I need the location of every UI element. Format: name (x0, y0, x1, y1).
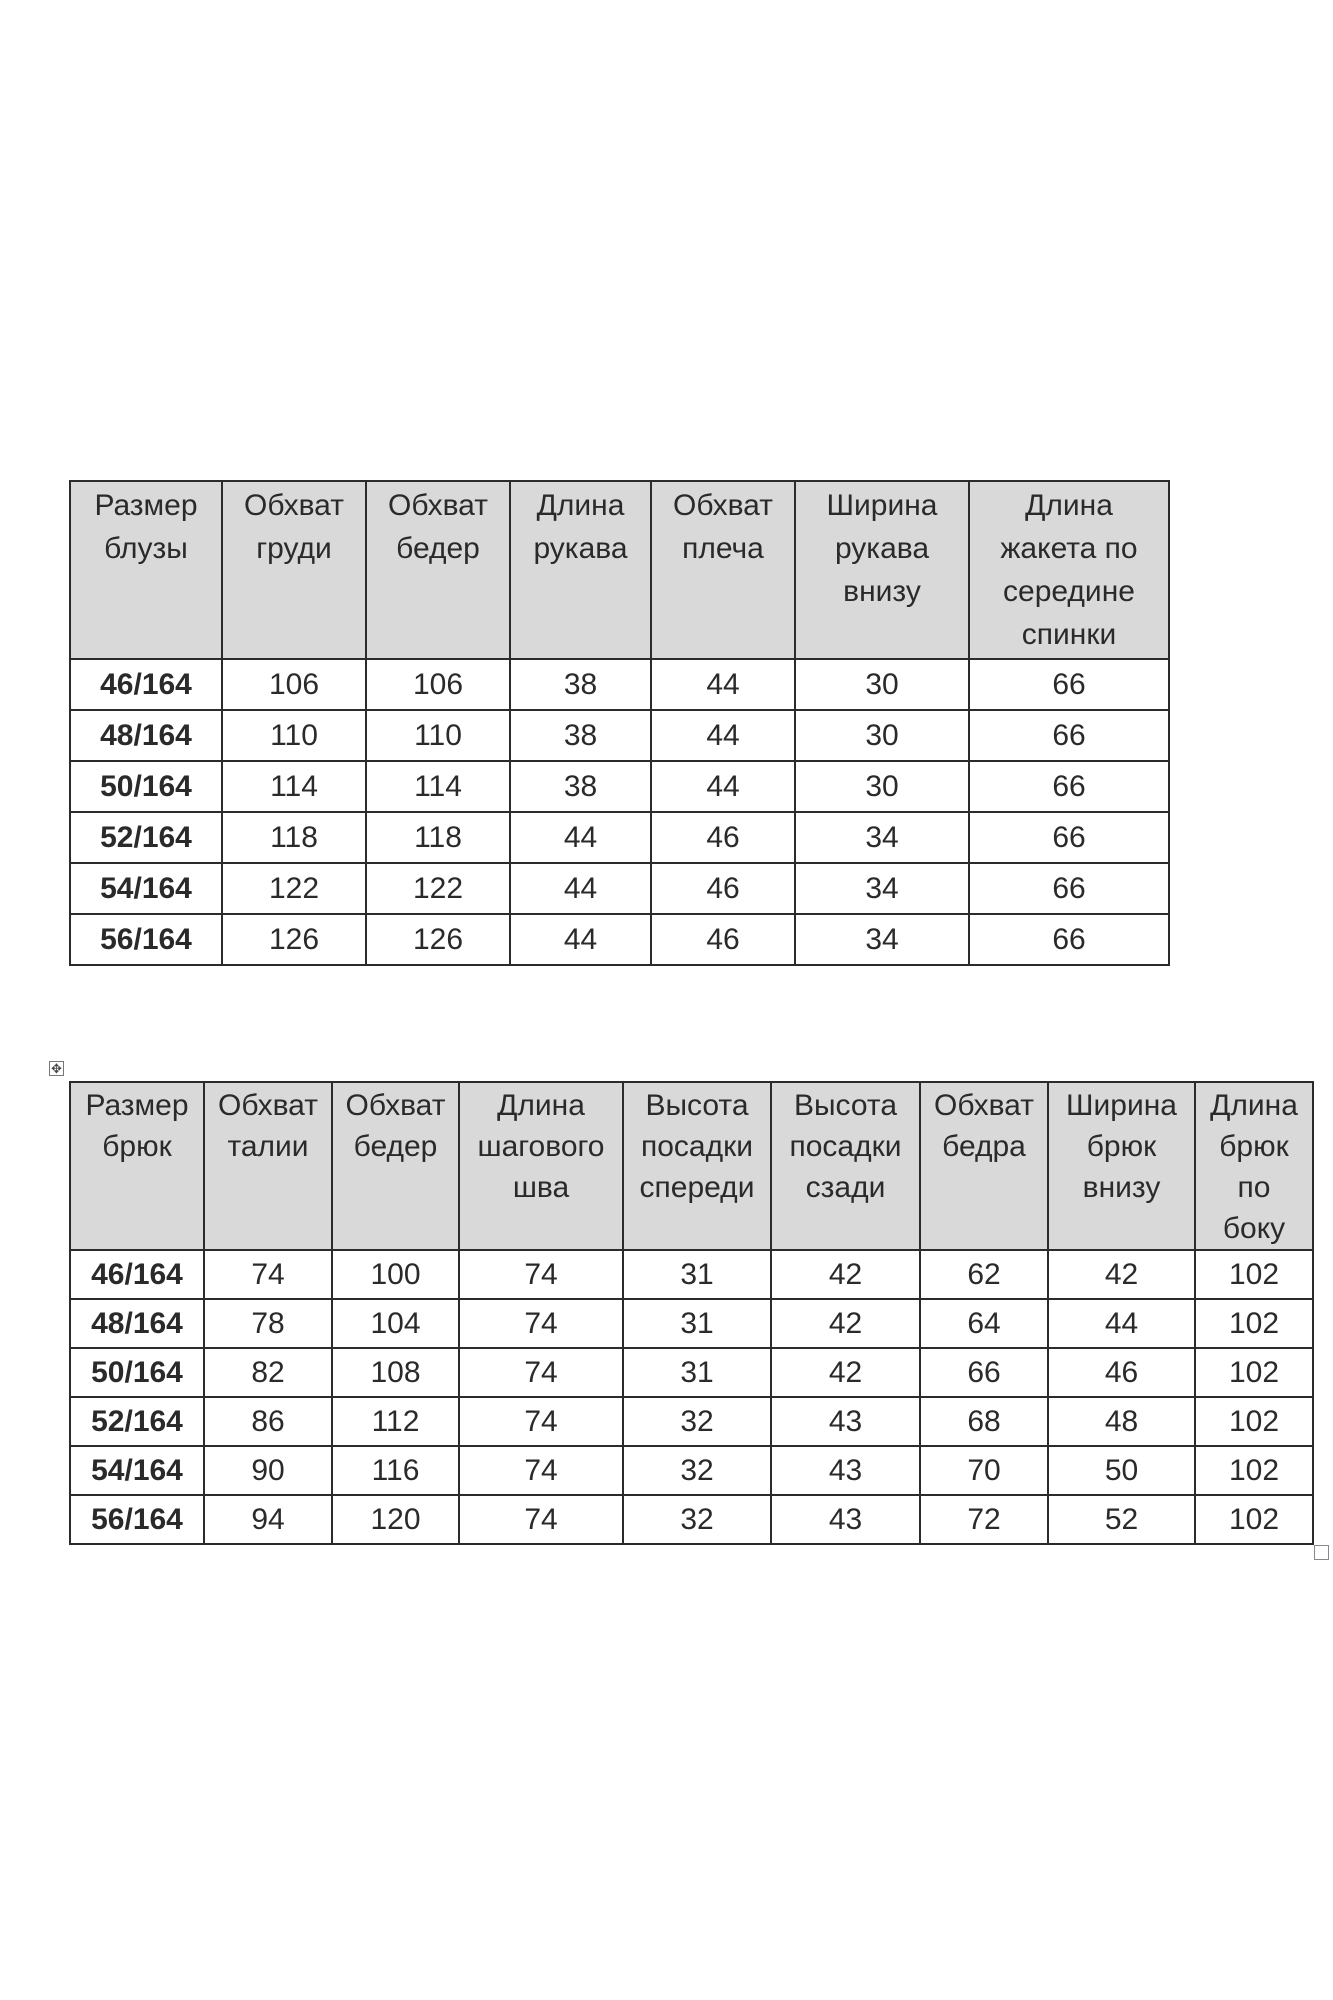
value-cell: 108 (332, 1348, 459, 1397)
value-cell: 44 (510, 914, 651, 965)
header-cell: Высота посадки сзади (771, 1082, 920, 1250)
pants-table-header (70, 1082, 1313, 1250)
value-cell: 102 (1195, 1495, 1313, 1544)
move-arrows-icon[interactable]: ✥ (49, 1061, 64, 1076)
value-cell: 74 (459, 1299, 623, 1348)
size-cell: 54/164 (70, 863, 222, 914)
value-cell: 38 (510, 761, 651, 812)
resize-handle-icon[interactable] (1314, 1545, 1329, 1560)
value-cell: 66 (969, 812, 1169, 863)
table-row (70, 1446, 1313, 1495)
table-row (70, 812, 1169, 863)
size-cell: 56/164 (70, 914, 222, 965)
blouse-size-table (69, 480, 1170, 966)
value-cell: 114 (366, 761, 510, 812)
value-cell: 50 (1048, 1446, 1195, 1495)
pants-table-body (70, 1250, 1313, 1544)
value-cell: 106 (222, 659, 366, 710)
size-cell: 50/164 (70, 1348, 204, 1397)
value-cell: 46 (651, 914, 795, 965)
value-cell: 44 (651, 761, 795, 812)
header-cell: Длина жакета по середине спинки (969, 481, 1169, 659)
value-cell: 74 (459, 1446, 623, 1495)
value-cell: 64 (920, 1299, 1048, 1348)
header-cell: Длина рукава (510, 481, 651, 659)
pants-size-table (69, 1081, 1314, 1545)
value-cell: 122 (222, 863, 366, 914)
value-cell: 30 (795, 659, 969, 710)
value-cell: 106 (366, 659, 510, 710)
value-cell: 70 (920, 1446, 1048, 1495)
value-cell: 43 (771, 1397, 920, 1446)
value-cell: 34 (795, 812, 969, 863)
value-cell: 62 (920, 1250, 1048, 1299)
value-cell: 43 (771, 1495, 920, 1544)
value-cell: 34 (795, 863, 969, 914)
value-cell: 110 (366, 710, 510, 761)
value-cell: 126 (222, 914, 366, 965)
value-cell: 31 (623, 1299, 771, 1348)
blouse-table-header (70, 481, 1169, 659)
blouse-table-body (70, 659, 1169, 965)
table-row (70, 1299, 1313, 1348)
header-cell: Длина шагового шва (459, 1082, 623, 1250)
value-cell: 86 (204, 1397, 332, 1446)
value-cell: 66 (969, 710, 1169, 761)
value-cell: 102 (1195, 1299, 1313, 1348)
value-cell: 112 (332, 1397, 459, 1446)
value-cell: 114 (222, 761, 366, 812)
header-cell: Ширина рукава внизу (795, 481, 969, 659)
value-cell: 110 (222, 710, 366, 761)
table-row (70, 863, 1169, 914)
value-cell: 42 (1048, 1250, 1195, 1299)
value-cell: 38 (510, 710, 651, 761)
value-cell: 74 (459, 1397, 623, 1446)
value-cell: 66 (969, 863, 1169, 914)
value-cell: 82 (204, 1348, 332, 1397)
value-cell: 118 (366, 812, 510, 863)
value-cell: 102 (1195, 1250, 1313, 1299)
header-cell: Обхват груди (222, 481, 366, 659)
header-cell: Обхват плеча (651, 481, 795, 659)
value-cell: 118 (222, 812, 366, 863)
value-cell: 102 (1195, 1446, 1313, 1495)
header-cell: Размер брюк (70, 1082, 204, 1250)
value-cell: 42 (771, 1299, 920, 1348)
value-cell: 32 (623, 1495, 771, 1544)
header-cell: Высота посадки спереди (623, 1082, 771, 1250)
value-cell: 42 (771, 1348, 920, 1397)
header-cell: Ширина брюк внизу (1048, 1082, 1195, 1250)
size-cell: 46/164 (70, 1250, 204, 1299)
value-cell: 66 (969, 761, 1169, 812)
size-cell: 52/164 (70, 812, 222, 863)
table-row (70, 1348, 1313, 1397)
size-cell: 50/164 (70, 761, 222, 812)
value-cell: 74 (204, 1250, 332, 1299)
size-cell: 56/164 (70, 1495, 204, 1544)
value-cell: 34 (795, 914, 969, 965)
value-cell: 44 (510, 812, 651, 863)
value-cell: 32 (623, 1397, 771, 1446)
size-cell: 48/164 (70, 710, 222, 761)
value-cell: 100 (332, 1250, 459, 1299)
value-cell: 46 (651, 863, 795, 914)
size-cell: 48/164 (70, 1299, 204, 1348)
value-cell: 44 (651, 710, 795, 761)
header-row (70, 1082, 1313, 1250)
table-row (70, 710, 1169, 761)
value-cell: 30 (795, 710, 969, 761)
value-cell: 74 (459, 1250, 623, 1299)
value-cell: 120 (332, 1495, 459, 1544)
value-cell: 48 (1048, 1397, 1195, 1446)
value-cell: 46 (651, 812, 795, 863)
value-cell: 38 (510, 659, 651, 710)
header-cell: Длина брюк по боку (1195, 1082, 1313, 1250)
value-cell: 43 (771, 1446, 920, 1495)
table-row (70, 914, 1169, 965)
table-row (70, 1397, 1313, 1446)
value-cell: 44 (1048, 1299, 1195, 1348)
size-cell: 54/164 (70, 1446, 204, 1495)
header-cell: Обхват талии (204, 1082, 332, 1250)
value-cell: 32 (623, 1446, 771, 1495)
value-cell: 126 (366, 914, 510, 965)
value-cell: 74 (459, 1495, 623, 1544)
header-cell: Обхват бедра (920, 1082, 1048, 1250)
value-cell: 94 (204, 1495, 332, 1544)
value-cell: 31 (623, 1348, 771, 1397)
value-cell: 104 (332, 1299, 459, 1348)
value-cell: 46 (1048, 1348, 1195, 1397)
table-row (70, 761, 1169, 812)
value-cell: 74 (459, 1348, 623, 1397)
table-row (70, 1495, 1313, 1544)
value-cell: 78 (204, 1299, 332, 1348)
value-cell: 122 (366, 863, 510, 914)
value-cell: 72 (920, 1495, 1048, 1544)
value-cell: 52 (1048, 1495, 1195, 1544)
value-cell: 66 (969, 914, 1169, 965)
value-cell: 31 (623, 1250, 771, 1299)
value-cell: 42 (771, 1250, 920, 1299)
value-cell: 116 (332, 1446, 459, 1495)
value-cell: 66 (969, 659, 1169, 710)
size-cell: 52/164 (70, 1397, 204, 1446)
value-cell: 68 (920, 1397, 1048, 1446)
table-row (70, 659, 1169, 710)
value-cell: 90 (204, 1446, 332, 1495)
header-cell: Размер блузы (70, 481, 222, 659)
header-row (70, 481, 1169, 659)
value-cell: 44 (651, 659, 795, 710)
value-cell: 66 (920, 1348, 1048, 1397)
table-row (70, 1250, 1313, 1299)
value-cell: 102 (1195, 1397, 1313, 1446)
size-cell: 46/164 (70, 659, 222, 710)
value-cell: 30 (795, 761, 969, 812)
header-cell: Обхват бедер (332, 1082, 459, 1250)
value-cell: 102 (1195, 1348, 1313, 1397)
header-cell: Обхват бедер (366, 481, 510, 659)
value-cell: 44 (510, 863, 651, 914)
